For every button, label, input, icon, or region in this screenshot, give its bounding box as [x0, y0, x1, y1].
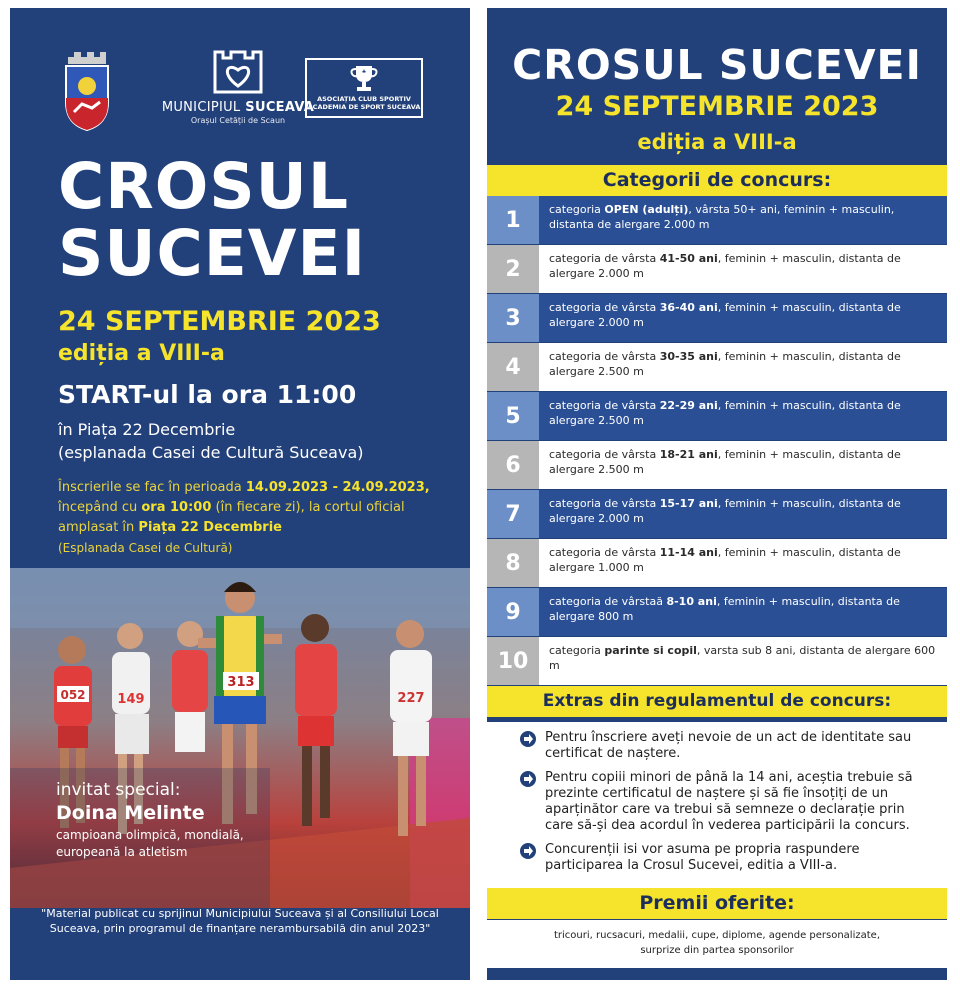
category-number: 6 [487, 441, 539, 489]
category-number: 10 [487, 637, 539, 685]
category-row [487, 539, 947, 588]
event-edition-right: ediția a VIII-a [637, 130, 797, 154]
municipality-subtitle: Orașul Cetății de Scaun [190, 116, 286, 125]
category-number: 4 [487, 343, 539, 391]
category-number: 1 [487, 196, 539, 244]
bib-number-2: 149 [117, 692, 145, 707]
category-row [487, 441, 947, 490]
sports-club-name: ASOCIAȚIA CLUB SPORTIV ACADEMIA DE SPORT SUCEAVA [307, 95, 421, 111]
registration-info: Înscrierile se fac în perioada 14.09.2023 - 24.09.2023, începând cu ora 10:00 (în fiecare zi), la cortul oficial amplasat în Piața 22 Decembrie (Esplanada Casei de Cultură) [58, 480, 430, 555]
castle-heart-icon [211, 48, 265, 96]
category-number: 3 [487, 294, 539, 342]
category-description: categoria de vârsta 41-50 ani, feminin + masculin, distanta de alergare 2.000 m [539, 245, 947, 293]
category-description: categoria de vârsta 15-17 ani, feminin + masculin, distanta de alergare 2.000 m [539, 490, 947, 538]
category-number: 7 [487, 490, 539, 538]
event-title: CROSUL SUCEVEI [58, 150, 367, 290]
trophy-icon [349, 63, 379, 93]
category-description: categoria OPEN (adulți), vârsta 50+ ani, feminin + masculin, distanta de alergare 2.000 m [539, 196, 947, 244]
category-description: categoria de vârstaă 8-10 ani, feminin + masculin, distanta de alergare 800 m [539, 588, 947, 636]
bib-number-1: 052 [60, 688, 86, 702]
category-description: categoria de vârsta 36-40 ani, feminin + masculin, distanta de alergare 2.000 m [539, 294, 947, 342]
category-row [487, 294, 947, 343]
prizes-heading: Premii oferite: [487, 888, 947, 919]
category-row [487, 392, 947, 441]
category-description: categoria de vârsta 18-21 ani, feminin + masculin, distanta de alergare 2.500 m [539, 441, 947, 489]
category-number: 5 [487, 392, 539, 440]
categories-heading: Categorii de concurs: [487, 165, 947, 196]
rules-list [487, 722, 947, 892]
right-flyer-panel [487, 8, 947, 980]
rules-heading: Extras din regulamentul de concurs: [487, 686, 947, 717]
logo-row [50, 48, 430, 138]
arrow-circle-icon [519, 770, 537, 788]
category-number: 8 [487, 539, 539, 587]
special-guest: invitat special: Doina Melinte campioana olimpică, mondială, europeană la atletism [56, 780, 244, 859]
category-row [487, 245, 947, 294]
category-row [487, 196, 947, 245]
category-number: 9 [487, 588, 539, 636]
event-date-right: 24 SEPTEMBRIE 2023 [555, 91, 879, 122]
guest-description: campioana olimpică, mondială, europeană la atletism [56, 828, 244, 859]
event-title-right: CROSUL SUCEVEI [512, 41, 922, 89]
arrow-circle-icon [519, 842, 537, 860]
arrow-circle-icon [519, 730, 537, 748]
suceava-coat-of-arms-icon [62, 52, 112, 132]
event-edition: ediția a VIII-a [58, 341, 225, 366]
category-description: categoria de vârsta 30-35 ani, feminin + masculin, distanta de alergare 2.500 m [539, 343, 947, 391]
prizes-list: tricouri, rucsacuri, medalii, cupe, diplome, agende personalizate, surprize din partea sponsorilor [487, 920, 947, 968]
guest-name: Doina Melinte [56, 802, 205, 824]
venue: în Piața 22 Decembrie (esplanada Casei de Cultură Suceava) [58, 420, 364, 462]
category-row [487, 637, 947, 686]
municipiul-suceava-logo [158, 48, 318, 133]
start-time: START-ul la ora 11:00 [58, 380, 357, 409]
category-row [487, 588, 947, 637]
category-number: 2 [487, 245, 539, 293]
bib-number-4: 227 [397, 691, 425, 706]
category-list [487, 196, 947, 686]
category-description: categoria parinte si copil, varsta sub 8 ani, distanta de alergare 600 m [539, 637, 947, 685]
sports-club-logo [305, 58, 423, 118]
category-row [487, 343, 947, 392]
municipality-name: MUNICIPIUL SUCEAVA [161, 100, 315, 115]
category-row [487, 490, 947, 539]
rule-item: Pentru copiii minori de până la 14 ani, aceștia trebuie să prezinte certificatul de naștere și să fie însoțiți de un aparținător care va trebui să semneze o declarație prin care să-și dea acordul în vederea participării la concurs. [517, 770, 933, 834]
left-flyer-panel [10, 8, 470, 980]
category-description: categoria de vârsta 22-29 ani, feminin + masculin, distanta de alergare 2.500 m [539, 392, 947, 440]
rule-item: Concurenții isi vor asuma pe propria raspundere participarea la Crosul Sucevei, editia a VIII-a. [517, 842, 933, 874]
bib-number-3: 313 [227, 675, 255, 690]
category-description: categoria de vârsta 11-14 ani, feminin + masculin, distanta de alergare 1.000 m [539, 539, 947, 587]
rule-item: Pentru înscriere aveți nevoie de un act de identitate sau certificat de naștere. [517, 730, 933, 762]
event-date: 24 SEPTEMBRIE 2023 [58, 306, 381, 337]
funding-note: "Material publicat cu sprijinul Municipiului Suceava și al Consiliului Local Suceava, prin programul de finanțare nerambursabilă din anul 2023" [41, 907, 439, 935]
